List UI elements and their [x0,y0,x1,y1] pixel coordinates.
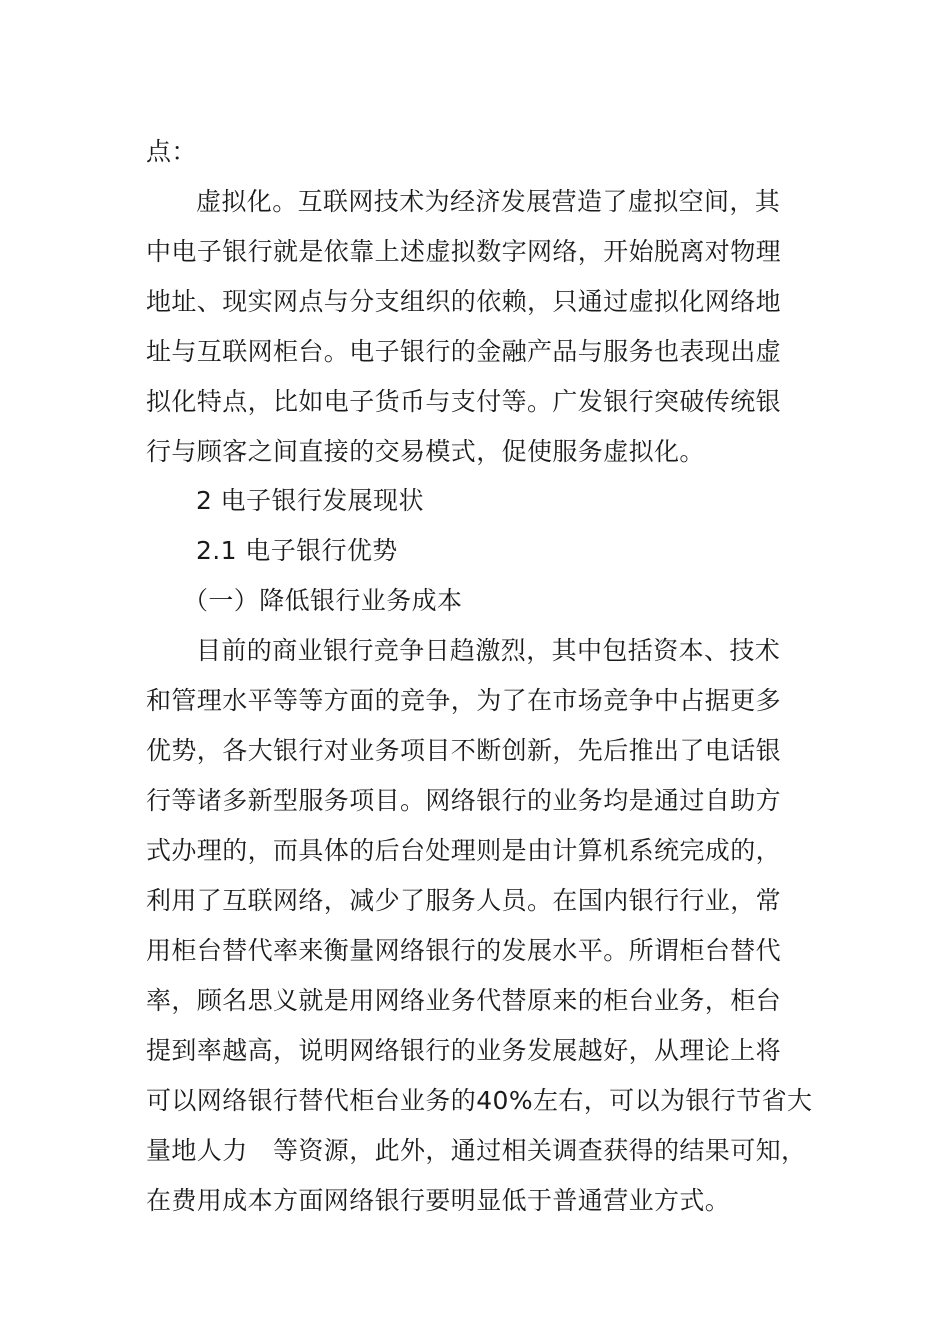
subsection-heading: 2.1 电子银行优势 [196,536,398,565]
text-line: 率，顾名思义就是用网络业务代替原来的柜台业务，柜台 [146,986,782,1015]
text-line: 在费用成本方面网络银行要明显低于普通营业方式。 [146,1186,731,1215]
text-line: 地址、现实网点与分支组织的依赖，只通过虚拟化网络地 [146,287,782,316]
text-line: 量地人力 等资源，此外，通过相关调查获得的结果可知， [146,1136,807,1165]
text-line: 可以网络银行替代柜台业务的40%左右，可以为银行节省大 [146,1086,813,1115]
text-line: 行等诸多新型服务项目。网络银行的业务均是通过自助方 [146,786,782,815]
text-line: 式办理的，而具体的后台处理则是由计算机系统完成的， [146,836,782,865]
text-line: 和管理水平等等方面的竞争，为了在市场竞争中占据更多 [146,686,782,715]
text-line: 拟化特点，比如电子货币与支付等。广发银行突破传统银 [146,387,782,416]
text-line: 利用了互联网络，减少了服务人员。在国内银行行业，常 [146,886,782,915]
text-line: 用柜台替代率来衡量网络银行的发展水平。所谓柜台替代 [146,936,782,965]
paragraph-virtualization-line: 虚拟化。互联网技术为经济发展营造了虚拟空间，其 [196,187,781,216]
section-heading: 2 电子银行发展现状 [196,486,424,515]
text-line: 提到率越高，说明网络银行的业务发展越好，从理论上将 [146,1036,782,1065]
paragraph-cost-line: 目前的商业银行竞争日趋激烈，其中包括资本、技术 [196,636,781,665]
text-line: 址与互联网柜台。电子银行的金融产品与服务也表现出虚 [146,337,782,366]
sub-subsection-heading: （一）降低银行业务成本 [183,586,463,615]
text-line: 优势，各大银行对业务项目不断创新，先后推出了电话银 [146,736,782,765]
text-line: 行与顾客之间直接的交易模式，促使服务虚拟化。 [146,437,705,466]
text-line: 点： [146,137,197,166]
text-line: 中电子银行就是依靠上述虚拟数字网络，开始脱离对物理 [146,237,782,266]
